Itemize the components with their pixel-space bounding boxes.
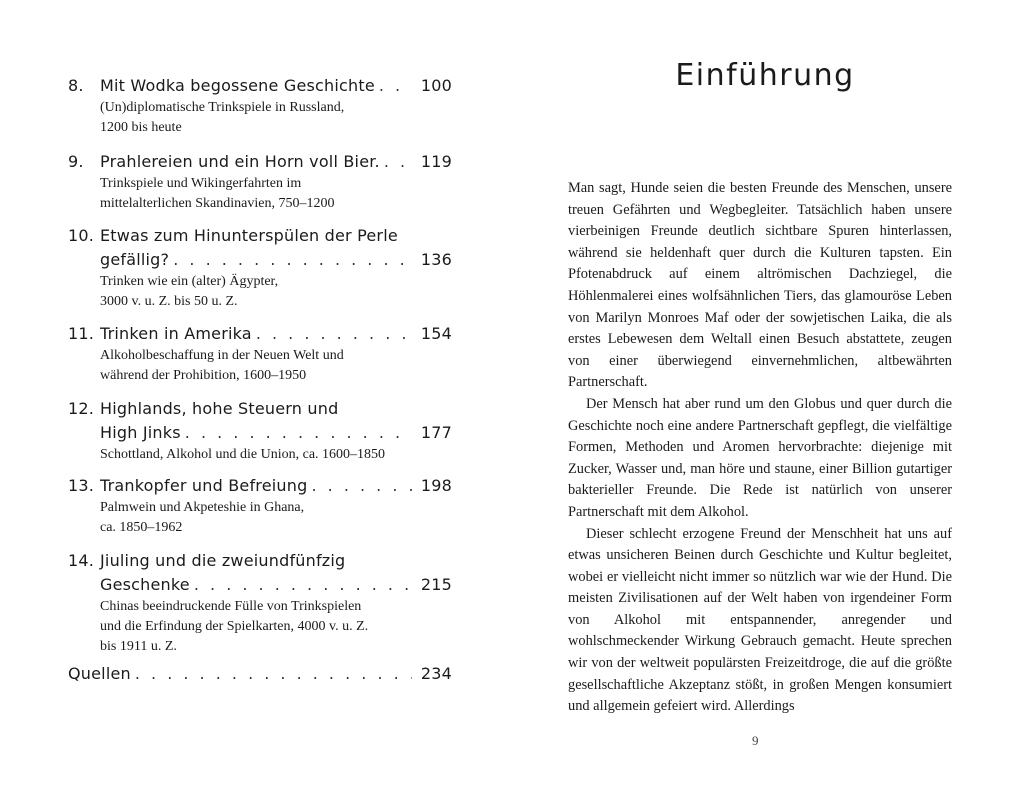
toc-title: Mit Wodka begossene Geschichte xyxy=(100,76,375,95)
toc-page-number: 177 xyxy=(420,423,452,442)
toc-sources-entry xyxy=(68,662,452,686)
toc-title: Trankopfer und Befreiung xyxy=(100,476,308,495)
toc-title-line xyxy=(68,224,452,248)
toc-page-number: 154 xyxy=(420,324,452,343)
toc-title: High Jinks xyxy=(100,423,181,442)
paragraph: Man sagt, Hunde seien die besten Freunde des Menschen, unsere treuen Gefährten und Wegbegleiter. Tatsächlich haben unsere vierbeinigen Freunde deutlich sichtbare Spuren hinterlassen, während sie heldenhaft quer durch die Kulturen tapsten. Ein Pfotenabdruck auf einem altrömischen Dachziegel, die Höhlenmalerei eines wolfsähnlichen Tiers, das glamouröse Leben von Marilyn Monroes Maf oder der sowjetischen Laika, die als erstes Lebewesen dem Weltall einen Besuch abstattete, zeugen von einer überwiegend einvernehmlichen, altbewährten Partnerschaft. xyxy=(568,180,952,391)
toc-entry xyxy=(68,549,452,657)
toc-title: Prahlereien und ein Horn voll Bier. xyxy=(100,152,380,171)
toc-chapter-number: 14. xyxy=(68,551,95,570)
toc-leader-dots xyxy=(194,573,412,597)
toc-leader-dots xyxy=(135,662,412,686)
toc-page-number: 215 xyxy=(420,575,452,594)
toc-chapter-number: 8. xyxy=(68,76,84,95)
toc-title-line xyxy=(68,248,452,272)
toc-subtitle: Schottland, Alkohol und die Union, ca. 1600–1850 xyxy=(100,447,386,462)
toc-subtitle: bis 1911 u. Z. xyxy=(100,639,177,654)
toc-chapter-number: 11. xyxy=(68,324,95,343)
toc-entry xyxy=(68,474,452,538)
toc-entry xyxy=(68,322,452,386)
toc-page-number: 119 xyxy=(420,152,452,171)
toc-sources-title: Quellen xyxy=(68,664,131,683)
toc-title-line xyxy=(68,573,452,597)
toc-chapter-number: 13. xyxy=(68,476,95,495)
toc-subtitle: Chinas beeindruckende Fülle von Trinkspielen xyxy=(100,599,362,614)
paragraph: Der Mensch hat aber rund um den Globus und quer durch die Geschichte noch eine andere Partnerschaft gepflegt, die vielfältige Formen, Methoden und Aromen hervorbrachte: diejenige mit Zucker, Wasser und, man höre und staune, einer Billion gutartiger bakterieller Freunde. Die Rede ist natürlich von unserer Partnerschaft mit dem Alkohol. xyxy=(568,395,952,520)
toc-title: gefällig? xyxy=(100,250,170,269)
toc-title-line xyxy=(68,322,452,346)
toc-title-line xyxy=(68,397,452,421)
toc-subtitle: (Un)diplomatische Trinkspiele in Russland, xyxy=(100,100,345,115)
toc-page-number: 136 xyxy=(420,250,452,269)
toc-title: Etwas zum Hinunterspülen der Perle xyxy=(100,226,398,245)
toc-subtitle: 1200 bis heute xyxy=(100,120,182,135)
toc-subtitle: 3000 v. u. Z. bis 50 u. Z. xyxy=(100,294,238,309)
toc-subtitle: während der Prohibition, 1600–1950 xyxy=(100,368,307,383)
toc-subtitle: ca. 1850–1962 xyxy=(100,520,183,535)
chapter-body xyxy=(568,178,952,718)
paragraph: Dieser schlecht erzogene Freund der Menschheit hat uns auf etwas unsicheren Beinen durch Geschichte und Kultur begleitet, wobei er vielleicht nicht immer so nützlich war wie der Hund. Die meisten Zivilisationen auf der Welt haben von irgendeiner Form von Alkohol mit entspannender, anregender und wohlschmeckender Wirkung Gebrauch gemacht. Heute sprechen wir von der weltweit populärsten Freizeitdroge, die auf die größte gesellschaftliche Akzeptanz stößt, in großen Mengen konsumiert und allgemein gefeiert wird. Allerdings xyxy=(568,525,952,715)
toc-title: Trinken in Amerika xyxy=(100,324,252,343)
toc-subtitle: Trinken wie ein (alter) Ägypter, xyxy=(100,274,279,289)
toc-title-line xyxy=(68,549,452,573)
toc-leader-dots xyxy=(185,421,412,445)
toc-chapter-number: 9. xyxy=(68,152,84,171)
toc-title-line xyxy=(68,421,452,445)
chapter-title: Einführung xyxy=(675,58,855,93)
toc-chapter-number: 12. xyxy=(68,399,95,418)
toc-title-line xyxy=(68,150,452,174)
toc-subtitle: Palmwein und Akpeteshie in Ghana, xyxy=(100,500,305,515)
toc-page-number: 100 xyxy=(420,76,452,95)
toc-title: Geschenke xyxy=(100,575,190,594)
toc-leader-dots xyxy=(256,322,412,346)
toc-subtitle: mittelalterlichen Skandinavien, 750–1200 xyxy=(100,196,335,211)
toc-leader-dots xyxy=(173,248,412,272)
toc-leader-dots xyxy=(311,474,412,498)
toc-entry xyxy=(68,150,452,214)
toc-subtitle: Alkoholbeschaffung in der Neuen Welt und xyxy=(100,348,344,363)
toc-subtitle: und die Erfindung der Spielkarten, 4000 v. u. Z. xyxy=(100,619,369,634)
toc-leader-dots xyxy=(384,150,412,174)
toc-page-number: 234 xyxy=(420,664,452,683)
toc-title: Jiuling und die zweiundfünfzig xyxy=(100,551,346,570)
toc-entry xyxy=(68,224,452,312)
toc-leader-dots xyxy=(379,74,412,98)
toc-title: Highlands, hohe Steuern und xyxy=(100,399,339,418)
toc-title-line xyxy=(68,662,452,686)
toc-chapter-number: 10. xyxy=(68,226,95,245)
toc-subtitle: Trinkspiele und Wikingerfahrten im xyxy=(100,176,302,191)
toc-title-line xyxy=(68,474,452,498)
toc-entry xyxy=(68,74,452,138)
toc-page-number: 198 xyxy=(420,476,452,495)
toc-title-line xyxy=(68,74,452,98)
toc-entry xyxy=(68,397,452,465)
page-number: 9 xyxy=(752,733,759,748)
